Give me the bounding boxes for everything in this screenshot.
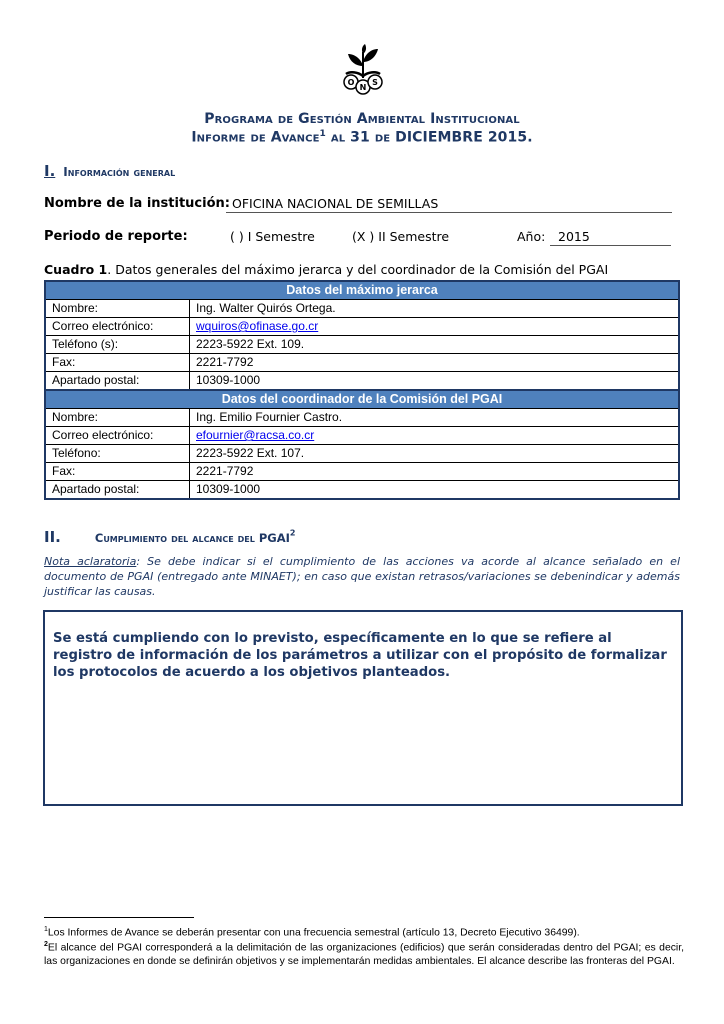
table-header-jerarca: Datos del máximo jerarca: [45, 281, 679, 300]
table-row: [45, 336, 679, 354]
email-link-jerarca[interactable]: wquiros@ofinase.go.cr: [196, 319, 319, 333]
row-label: Correo electrónico:: [45, 427, 190, 445]
logo-letter-s: S: [372, 78, 378, 87]
table-row: [45, 372, 679, 391]
row-label: Teléfono (s):: [45, 336, 190, 354]
compliance-response-box: [43, 610, 683, 806]
row-value: [190, 318, 680, 336]
page-title-line1: Programa de Gestión Ambiental Institucional: [204, 111, 520, 127]
row-value: [190, 427, 680, 445]
row-value: 2221-7792: [190, 354, 680, 372]
row-label: Fax:: [45, 463, 190, 481]
footnote-1: $^1$Los Informes de Avance se deberán presentar con una frecuencia semestral (artículo 13, Decreto Ejecutivo 36499).: [44, 926, 580, 939]
logo-letter-n: N: [359, 83, 367, 92]
year-value: 2015: [550, 229, 671, 246]
table-row: [45, 300, 679, 318]
page-title-line2: Informe de Avance$^1$ al 31 de DICIEMBRE 2015.: [191, 129, 533, 146]
period-label: Periodo de reporte:: [44, 229, 188, 244]
table-row: [45, 354, 679, 372]
ons-logo: [340, 44, 386, 96]
row-label: Correo electrónico:: [45, 318, 190, 336]
table-row: [45, 427, 679, 445]
year-label: Año:: [517, 229, 546, 244]
row-label: Nombre:: [45, 409, 190, 427]
row-value: 10309-1000: [190, 481, 680, 500]
row-label: Apartado postal:: [45, 481, 190, 500]
row-label: Fax:: [45, 354, 190, 372]
row-label: Nombre:: [45, 300, 190, 318]
logo-letter-o: O: [347, 78, 355, 87]
compliance-response-text: Se está cumpliendo con lo previsto, específicamente en lo que se refiere al registro de información de los parámetros a utilizar con el propósito de formalizar los protocolos de acuerdo a los objetivos planteados.: [53, 631, 667, 680]
row-value: Ing. Walter Quirós Ortega.: [190, 300, 680, 318]
table-row: [45, 463, 679, 481]
email-link-coordinador[interactable]: efournier@racsa.co.cr: [196, 428, 315, 442]
section-heading-2: II. Cumplimiento del alcance del PGAI$^2$: [44, 528, 296, 546]
table-header-coordinador: Datos del coordinador de la Comisión del PGAI: [45, 390, 679, 409]
footnote-separator: [44, 917, 194, 918]
table-row: [45, 445, 679, 463]
section-heading-1: I. Información general: [44, 162, 176, 180]
period-option-first-semester: ( ) I Semestre: [230, 229, 315, 244]
institution-value: OFICINA NACIONAL DE SEMILLAS: [226, 196, 672, 213]
row-value: 2221-7792: [190, 463, 680, 481]
clarification-note: Nota aclaratoria: Se debe indicar si el cumplimiento de las acciones va acorde al alcance señalado en el documento de PGAI (entregado ante MINAET); en caso que existan retrasos/variaciones se debenindicar y además justificar las causas.: [44, 555, 680, 598]
institution-label: Nombre de la institución:: [44, 196, 230, 211]
row-value: Ing. Emilio Fournier Castro.: [190, 409, 680, 427]
row-label: Apartado postal:: [45, 372, 190, 391]
contact-table: [44, 280, 680, 500]
table-row: [45, 318, 679, 336]
period-option-second-semester: (X ) II Semestre: [352, 229, 450, 244]
footnote-2: $^2$El alcance del PGAI corresponderá a la delimitación de las organizaciones (edificios) que serán consideradas dentro del PGAI; es decir, las organizaciones en donde se definirán objetivos y se implementarán medidas ambientales. El alcance describe las fronteras del PGAI.: [44, 941, 684, 967]
table-row: [45, 409, 679, 427]
row-value: 2223-5922 Ext. 107.: [190, 445, 680, 463]
table-row: [45, 481, 679, 500]
table-caption: Cuadro 1. Datos generales del máximo jerarca y del coordinador de la Comisión del PGAI: [44, 262, 609, 277]
row-value: 2223-5922 Ext. 109.: [190, 336, 680, 354]
row-value: 10309-1000: [190, 372, 680, 391]
row-label: Teléfono:: [45, 445, 190, 463]
